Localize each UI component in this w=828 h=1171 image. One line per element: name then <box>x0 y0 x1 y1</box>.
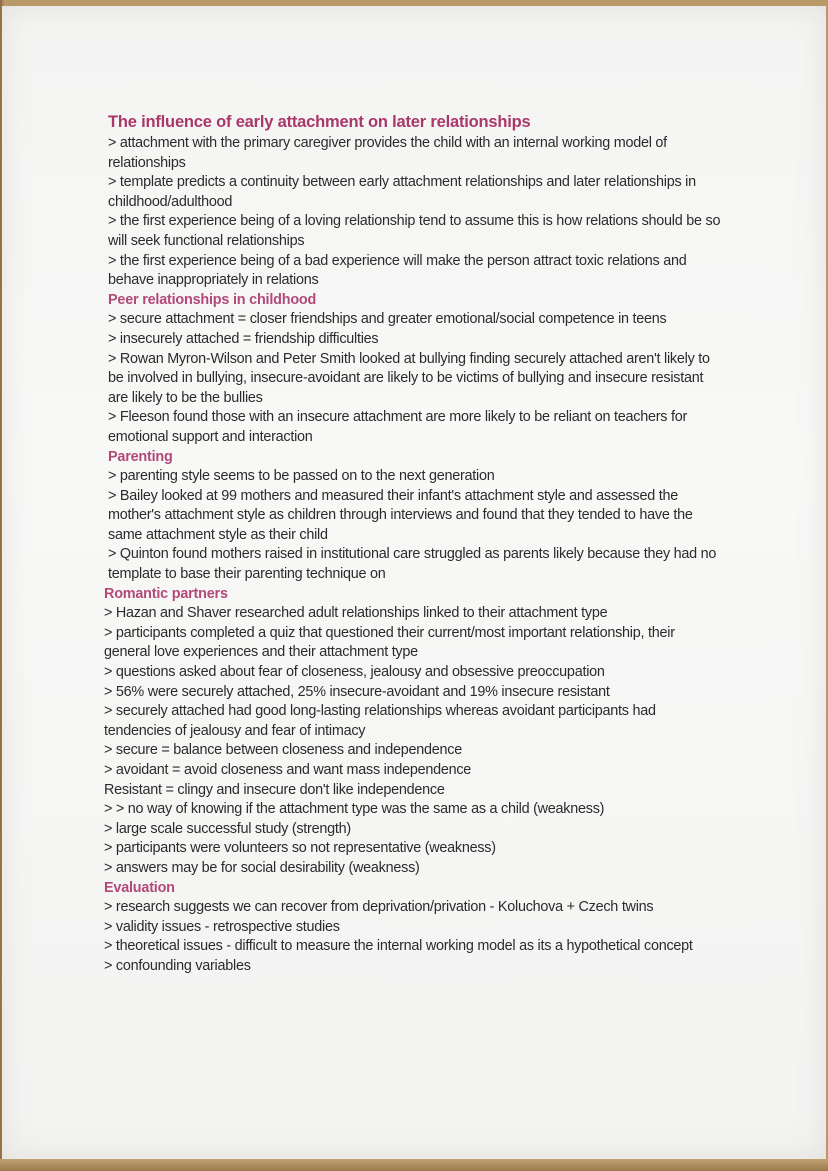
note-line: > the first experience being of a loving relationship tend to assume this is how relations should be so will seek functional relationships <box>108 213 721 249</box>
note-line: > theoretical issues - difficult to measure the internal working model as its a hypothetical concept <box>104 938 693 955</box>
note-line: > parenting style seems to be passed on to the next generation <box>108 468 495 485</box>
note-line: > questions asked about fear of closeness, jealousy and obsessive preoccupation <box>104 664 605 681</box>
note-line: > research suggests we can recover from deprivation/privation - Koluchova + Czech twins <box>104 899 654 916</box>
note-line: > attachment with the primary caregiver provides the child with an internal working model of relationships <box>108 135 667 171</box>
note-line: > 56% were securely attached, 25% insecure-avoidant and 19% insecure resistant <box>104 683 610 700</box>
note-line: > confounding variables <box>104 957 251 974</box>
section-heading: Romantic partners <box>104 585 228 602</box>
section-intro <box>104 134 724 291</box>
note-line: > Quinton found mothers raised in institutional care struggled as parents likely because they had no template to base their parenting technique on <box>108 546 717 583</box>
note-line: > the first experience being of a bad experience will make the person attract toxic relations and behave inappropriately in relations <box>108 252 687 289</box>
note-line: > avoidant = avoid closeness and want mass independence <box>104 762 472 778</box>
section-heading: Parenting <box>108 448 173 465</box>
section-evaluation <box>104 879 724 977</box>
note-line: > large scale successful study (strength) <box>104 820 351 837</box>
section-romantic-partners <box>104 585 724 879</box>
note-line: > Rowan Myron-Wilson and Peter Smith looked at bullying finding securely attached aren't likely to be involved in bullying, insecure-avoidant are likely to be victims of bullying and insecure resistant are likely to be the bullies <box>108 350 710 406</box>
note-line: > Fleeson found those with an insecure attachment are more likely to be reliant on teachers for emotional support and interaction <box>108 409 687 445</box>
note-line: > secure = balance between closeness and independence <box>104 742 462 759</box>
note-line: > > no way of knowing if the attachment type was the same as a child (weakness) <box>104 801 605 818</box>
note-line: > template predicts a continuity between early attachment relationships and later relationships in childhood/adulthood <box>108 174 696 210</box>
note-line: > secure attachment = closer friendships and greater emotional/social competence in teens <box>108 311 667 328</box>
paper-bottom-edge <box>0 1159 828 1171</box>
note-line: > participants completed a quiz that questioned their current/most important relationship, their general love experiences and their attachment type <box>104 624 675 661</box>
section-heading: Evaluation <box>104 879 175 896</box>
section-peer-relationships <box>104 291 724 448</box>
section-heading: Peer relationships in childhood <box>108 291 317 308</box>
note-line: Resistant = clingy and insecure don't like independence <box>104 781 445 798</box>
document-content <box>104 111 724 977</box>
note-line: > Hazan and Shaver researched adult relationships linked to their attachment type <box>104 605 608 622</box>
note-line: > validity issues - retrospective studies <box>104 918 340 935</box>
note-line: > securely attached had good long-lasting relationships whereas avoidant participants had tendencies of jealousy and fear of intimacy <box>104 703 656 739</box>
section-parenting <box>104 448 724 585</box>
document-title: The influence of early attachment on later relationships <box>108 113 531 131</box>
note-line: > answers may be for social desirability (weakness) <box>104 859 420 876</box>
note-line: > insecurely attached = friendship difficulties <box>108 330 379 347</box>
note-line: > participants were volunteers so not representative (weakness) <box>104 840 496 857</box>
note-line: > Bailey looked at 99 mothers and measured their infant's attachment style and assessed the mother's attachment style as children through interviews and found that they tended to have the same attachment style as their child <box>108 487 693 543</box>
